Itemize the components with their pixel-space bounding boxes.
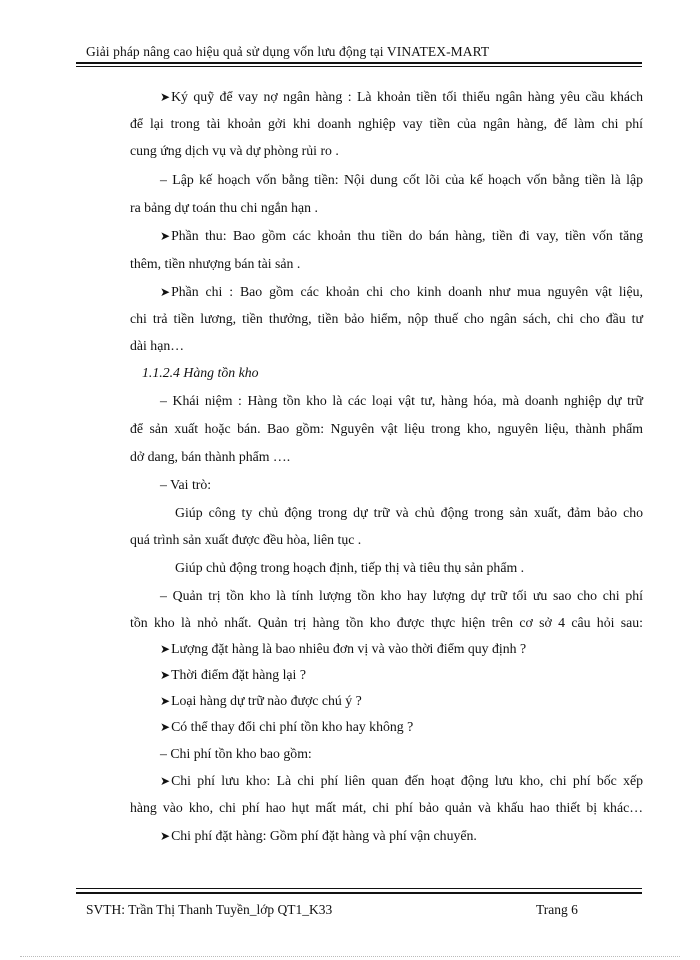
paragraph-line: Giúp công ty chủ động trong dự trữ và chủ động trong sản xuất, đảm bảo cho bbox=[175, 505, 643, 520]
arrow-bullet-icon: ➤ bbox=[160, 694, 171, 708]
paragraph-line: tồn kho là nhỏ nhất. Quản trị hàng tồn kho được thực hiện trên cơ sở 4 câu hỏi sau: bbox=[130, 615, 643, 630]
paragraph-line: – Khái niệm : Hàng tồn kho là các loại vật tư, hàng hóa, mà doanh nghiệp dự trữ bbox=[160, 393, 643, 408]
paragraph-line: để lại trong tài khoản gởi khi doanh nghiệp vay tiền của ngân hàng, để làm chi phí bbox=[130, 116, 643, 131]
list-item: ➤Lượng đặt hàng là bao nhiêu đơn vị và vào thời điểm quy định ? bbox=[160, 641, 527, 656]
page-edge-divider bbox=[20, 956, 680, 957]
paragraph-line: ➤Phần thu: Bao gồm các khoản thu tiền do bán hàng, tiền đi vay, tiền vốn tăng bbox=[160, 228, 643, 243]
section-heading: 1.1.2.4 Hàng tồn kho bbox=[142, 365, 259, 380]
paragraph-line: – Lập kế hoạch vốn bằng tiền: Nội dung cốt lõi của kế hoạch vốn bằng tiền là lập bbox=[160, 172, 643, 187]
paragraph-line: chi trả tiền lương, tiền thưởng, tiền bảo hiểm, nộp thuế cho ngân sách, chi cho đầu tư bbox=[130, 311, 643, 326]
arrow-bullet-icon: ➤ bbox=[160, 285, 171, 299]
header-rule-thin bbox=[76, 66, 642, 67]
paragraph-line: ➤Ký quỹ để vay nợ ngân hàng : Là khoản tiền tối thiểu ngân hàng yêu cầu khách bbox=[160, 89, 643, 104]
footer-author: SVTH: Trần Thị Thanh Tuyền_lớp QT1_K33 bbox=[86, 902, 333, 917]
list-item: ➤Thời điểm đặt hàng lại ? bbox=[160, 667, 306, 682]
paragraph-line: dài hạn… bbox=[130, 338, 185, 353]
header-rule-thick bbox=[76, 62, 642, 64]
paragraph-line: cung ứng dịch vụ và dự phòng rủi ro . bbox=[130, 143, 339, 158]
arrow-bullet-icon: ➤ bbox=[160, 720, 171, 734]
arrow-bullet-icon: ➤ bbox=[160, 229, 171, 243]
paragraph-line: thêm, tiền nhượng bán tài sản . bbox=[130, 256, 301, 271]
arrow-bullet-icon: ➤ bbox=[160, 668, 171, 682]
paragraph-line: ➤Chi phí đặt hàng: Gồm phí đặt hàng và phí vận chuyển. bbox=[160, 828, 477, 843]
list-item: ➤Loại hàng dự trữ nào được chú ý ? bbox=[160, 693, 362, 708]
paragraph-line: – Chi phí tồn kho bao gồm: bbox=[160, 746, 312, 761]
header-title: Giải pháp nâng cao hiệu quả sử dụng vốn lưu động tại VINATEX-MART bbox=[86, 44, 490, 59]
paragraph-line: ➤Chi phí lưu kho: Là chi phí liên quan đến hoạt động lưu kho, chi phí bốc xếp bbox=[160, 773, 643, 788]
arrow-bullet-icon: ➤ bbox=[160, 90, 171, 104]
paragraph-line: ra bảng dự toán thu chi ngắn hạn . bbox=[130, 200, 318, 215]
footer-rule-thin bbox=[76, 888, 642, 889]
paragraph-line: quá trình sản xuất được đều hòa, liên tục . bbox=[130, 532, 362, 547]
arrow-bullet-icon: ➤ bbox=[160, 642, 171, 656]
footer-rule-thick bbox=[76, 892, 642, 894]
paragraph-line: Giúp chủ động trong hoạch định, tiếp thị và tiêu thụ sản phẩm . bbox=[175, 560, 525, 575]
paragraph-line: dở dang, bán thành phẩm …. bbox=[130, 449, 291, 464]
paragraph-line: – Quản trị tồn kho là tính lượng tồn kho hay lượng dự trữ tối ưu sao cho chi phí bbox=[160, 588, 643, 603]
footer-page-number: Trang 6 bbox=[536, 902, 578, 917]
paragraph-line: để sản xuất hoặc bán. Bao gồm: Nguyên vật liệu trong kho, nguyên liệu, thành phẩm bbox=[130, 421, 643, 436]
arrow-bullet-icon: ➤ bbox=[160, 774, 171, 788]
paragraph-line: hàng vào kho, chi phí hao hụt mất mát, chi phí bảo quản và khấu hao thiết bị khác… bbox=[130, 800, 643, 815]
list-item: ➤Có thể thay đổi chi phí tồn kho hay không ? bbox=[160, 719, 414, 734]
arrow-bullet-icon: ➤ bbox=[160, 829, 171, 843]
paragraph-line: – Vai trò: bbox=[160, 477, 212, 492]
paragraph-line: ➤Phần chi : Bao gồm các khoản chi cho kinh doanh như mua nguyên vật liệu, bbox=[160, 284, 643, 299]
